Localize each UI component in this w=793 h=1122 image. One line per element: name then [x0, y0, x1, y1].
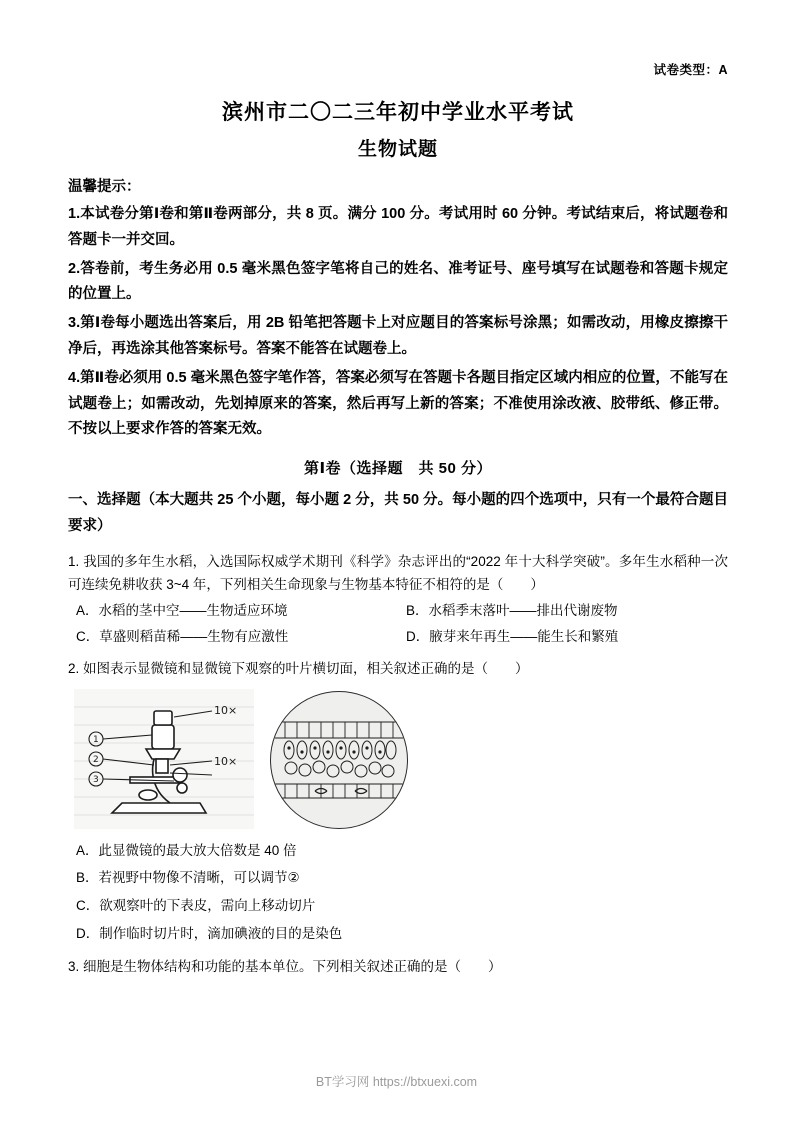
notice-item-3: 3.第Ⅰ卷每小题选出答案后，用 2B 铅笔把答题卡上对应题目的答案标号涂黑；如需改动，用橡皮擦擦干净后，再选涂其他答案标号。答案不能答在试题卷上。 [68, 315, 728, 357]
page-subtitle: 生物试题 [357, 139, 438, 160]
question-2-number: 2. [68, 661, 80, 677]
notice-item-2: 2.答卷前，考生务必用 0.5 毫米黑色签字笔将自己的姓名、准考证号、座号填写在试题卷和答题卡规定的位置上。 [68, 260, 728, 303]
section-intro: 一、选择题（本大题共 25 个小题，每小题 2 分，共 50 分。每小题的四个选项中，只有一个最符合题目要求） [68, 492, 728, 534]
notice-item-1: 1.本试卷分第Ⅰ卷和第Ⅱ卷两部分，共 8 页。满分 100 分。考试用时 60 分钟。考试结束后，将试题卷和答题卡一并交回。 [68, 206, 728, 248]
question-3-number: 3. [68, 959, 80, 975]
leaf-section-icon [271, 692, 407, 828]
question-1-option-b: B．水稻季末落叶——排出代谢废物 [406, 603, 618, 619]
question-1-option-c: C．草盛则稻苗稀——生物有应激性 [76, 628, 289, 644]
footer-watermark: BT学习网 https://btxuexi.com [315, 1075, 478, 1089]
leaf-cross-section-illustration [270, 691, 408, 829]
question-1-number: 1. [68, 553, 80, 569]
question-2-option-d: D．制作临时切片时，滴加碘液的目的是染色 [76, 925, 343, 941]
question-1-body: 我国的多年生水稻，入选国际权威学术期刊《科学》杂志评出的“2022 年十大科学突破”。多年生水稻种一次可连续免耕收获 3~4 年，下列相关生命现象与生物基本特征不相符的是（ ） [68, 553, 728, 592]
page-title: 滨州市二〇二三年初中学业水平考试 [222, 101, 574, 124]
question-2-options [68, 837, 728, 948]
question-2-option-b: B．若视野中物像不清晰，可以调节② [76, 870, 300, 886]
document-content [68, 60, 728, 981]
svg-text:1: 1 [93, 734, 99, 745]
exam-type-label: 试卷类型：A [653, 63, 728, 77]
question-2-figure [68, 689, 728, 829]
microscope-icon [74, 689, 254, 829]
question-2-option-a: A．此显微镜的最大放大倍数是 40 倍 [76, 842, 297, 858]
question-1-options [68, 598, 728, 649]
question-3-text [68, 955, 728, 978]
question-2-option-c: C．欲观察叶的下表皮，需向上移动切片 [76, 898, 316, 914]
question-1-option-a: A．水稻的茎中空——生物适应环境 [76, 603, 288, 619]
notice-heading: 温馨提示： [68, 179, 141, 195]
svg-text:10×: 10× [214, 754, 238, 768]
question-2-body: 如图表示显微镜和显微镜下观察的叶片横切面，相关叙述正确的是（ ） [83, 661, 529, 677]
question-1-option-d: D．腋芽来年再生——能生长和繁殖 [406, 628, 619, 644]
section-header: 第Ⅰ卷（选择题 共 50 分） [303, 460, 493, 478]
svg-text:10×: 10× [214, 703, 238, 717]
question-2-text [68, 657, 728, 680]
microscope-illustration [74, 689, 254, 829]
notice-item-4: 4.第Ⅱ卷必须用 0.5 毫米黑色签字笔作答，答案必须写在答题卡各题目指定区域内相应的位置，不能写在试题卷上；如需改动，先划掉原来的答案，然后再写上新的答案；不准使用涂改液、胶带纸、修正带。不按以上要求作答的答案无效。 [68, 369, 728, 438]
question-3-body: 细胞是生物体结构和功能的基本单位。下列相关叙述正确的是（ ） [83, 959, 502, 975]
question-1-text [68, 550, 728, 596]
svg-text:3: 3 [93, 774, 99, 785]
svg-text:2: 2 [93, 754, 99, 765]
